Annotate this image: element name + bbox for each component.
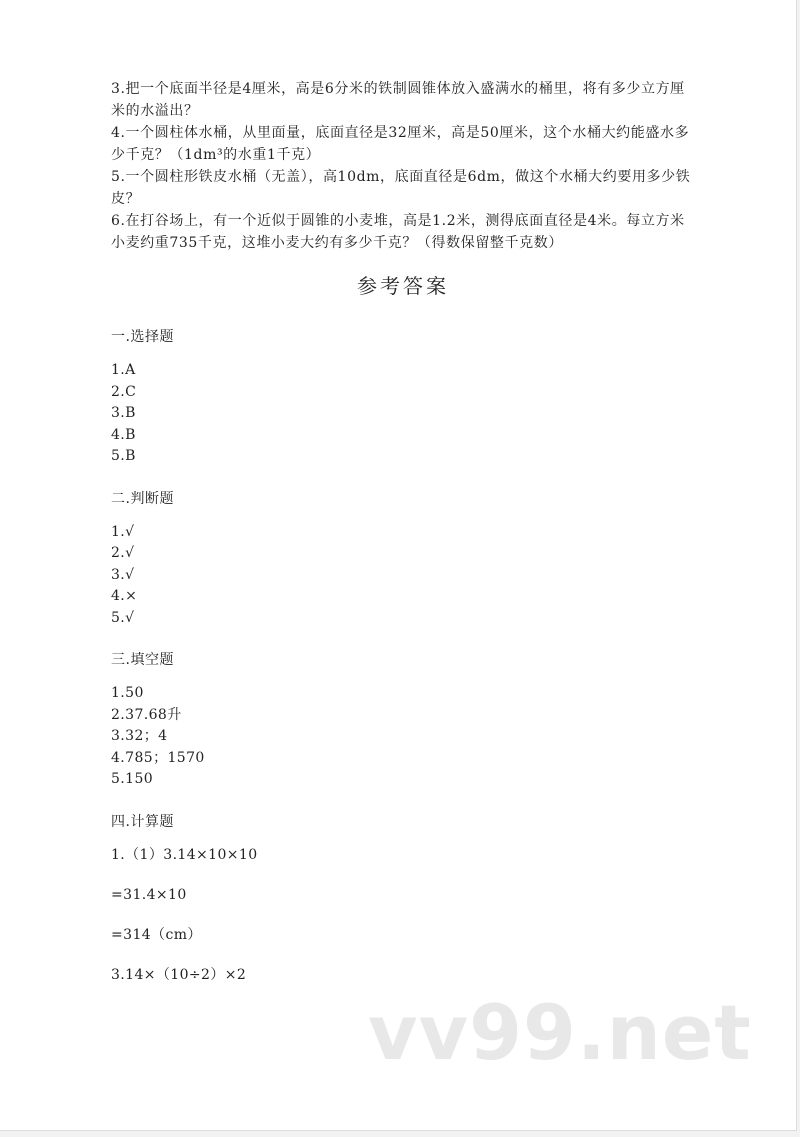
watermark: vv99.net <box>368 988 752 1077</box>
answer-item: 3.32；4 <box>111 728 168 744</box>
answer-item: 1.A <box>111 362 136 378</box>
calc-line: =31.4×10 <box>111 886 187 903</box>
section-true-false <box>111 488 691 630</box>
answer-item: 5.150 <box>111 771 154 787</box>
answer-item: 4.785；1570 <box>111 749 205 766</box>
answer-item: 1.50 <box>111 685 144 701</box>
answer-item: 5.√ <box>111 609 135 626</box>
problem-3: 3.把一个底面半径是4厘米，高是6分米的铁制圆锥体放入盛满水的桶里，将有多少立方厘米的水溢出？ <box>111 81 685 119</box>
answer-item: 3.√ <box>111 566 135 583</box>
document-content <box>111 78 691 1005</box>
problem-list <box>111 78 691 254</box>
section-fill-blank <box>111 649 691 791</box>
calc-line: 1.（1）3.14×10×10 <box>111 846 258 863</box>
answer-item: 5.B <box>111 448 136 464</box>
section-heading: 一.选择题 <box>111 329 174 345</box>
section-calculation <box>111 811 691 986</box>
problem-6: 6.在打谷场上，有一个近似于圆锥的小麦堆，高是1.2米，测得底面直径是4米。每立方米小麦约重735千克，这堆小麦大约有多少千克？（得数保留整千克数） <box>111 213 685 251</box>
answer-title: 参考答案 <box>357 274 449 298</box>
answer-item: 1.√ <box>111 523 135 540</box>
answer-item: 4.B <box>111 426 136 443</box>
answer-item: 3.B <box>111 405 136 421</box>
calc-line: 3.14×（10÷2）×2 <box>111 966 247 983</box>
answer-item: 4.× <box>111 588 138 604</box>
problem-5: 5.一个圆柱形铁皮水桶（无盖），高10dm，底面直径是6dm，做这个水桶大约要用多少铁皮？ <box>111 169 691 207</box>
section-choice <box>111 326 691 468</box>
answer-item: 2.C <box>111 383 137 400</box>
answer-item: 2.37.68升 <box>111 706 182 723</box>
problem-4: 4.一个圆柱体水桶，从里面量，底面直径是32厘米，高是50厘米，这个水桶大约能盛水多少千克？（1dm³的水重1千克） <box>111 125 690 163</box>
section-heading: 四.计算题 <box>111 813 174 830</box>
section-heading: 三.填空题 <box>111 652 174 668</box>
answer-item: 2.√ <box>111 545 135 561</box>
calc-line: =314（cm） <box>111 926 202 943</box>
section-heading: 二.判断题 <box>111 490 174 507</box>
